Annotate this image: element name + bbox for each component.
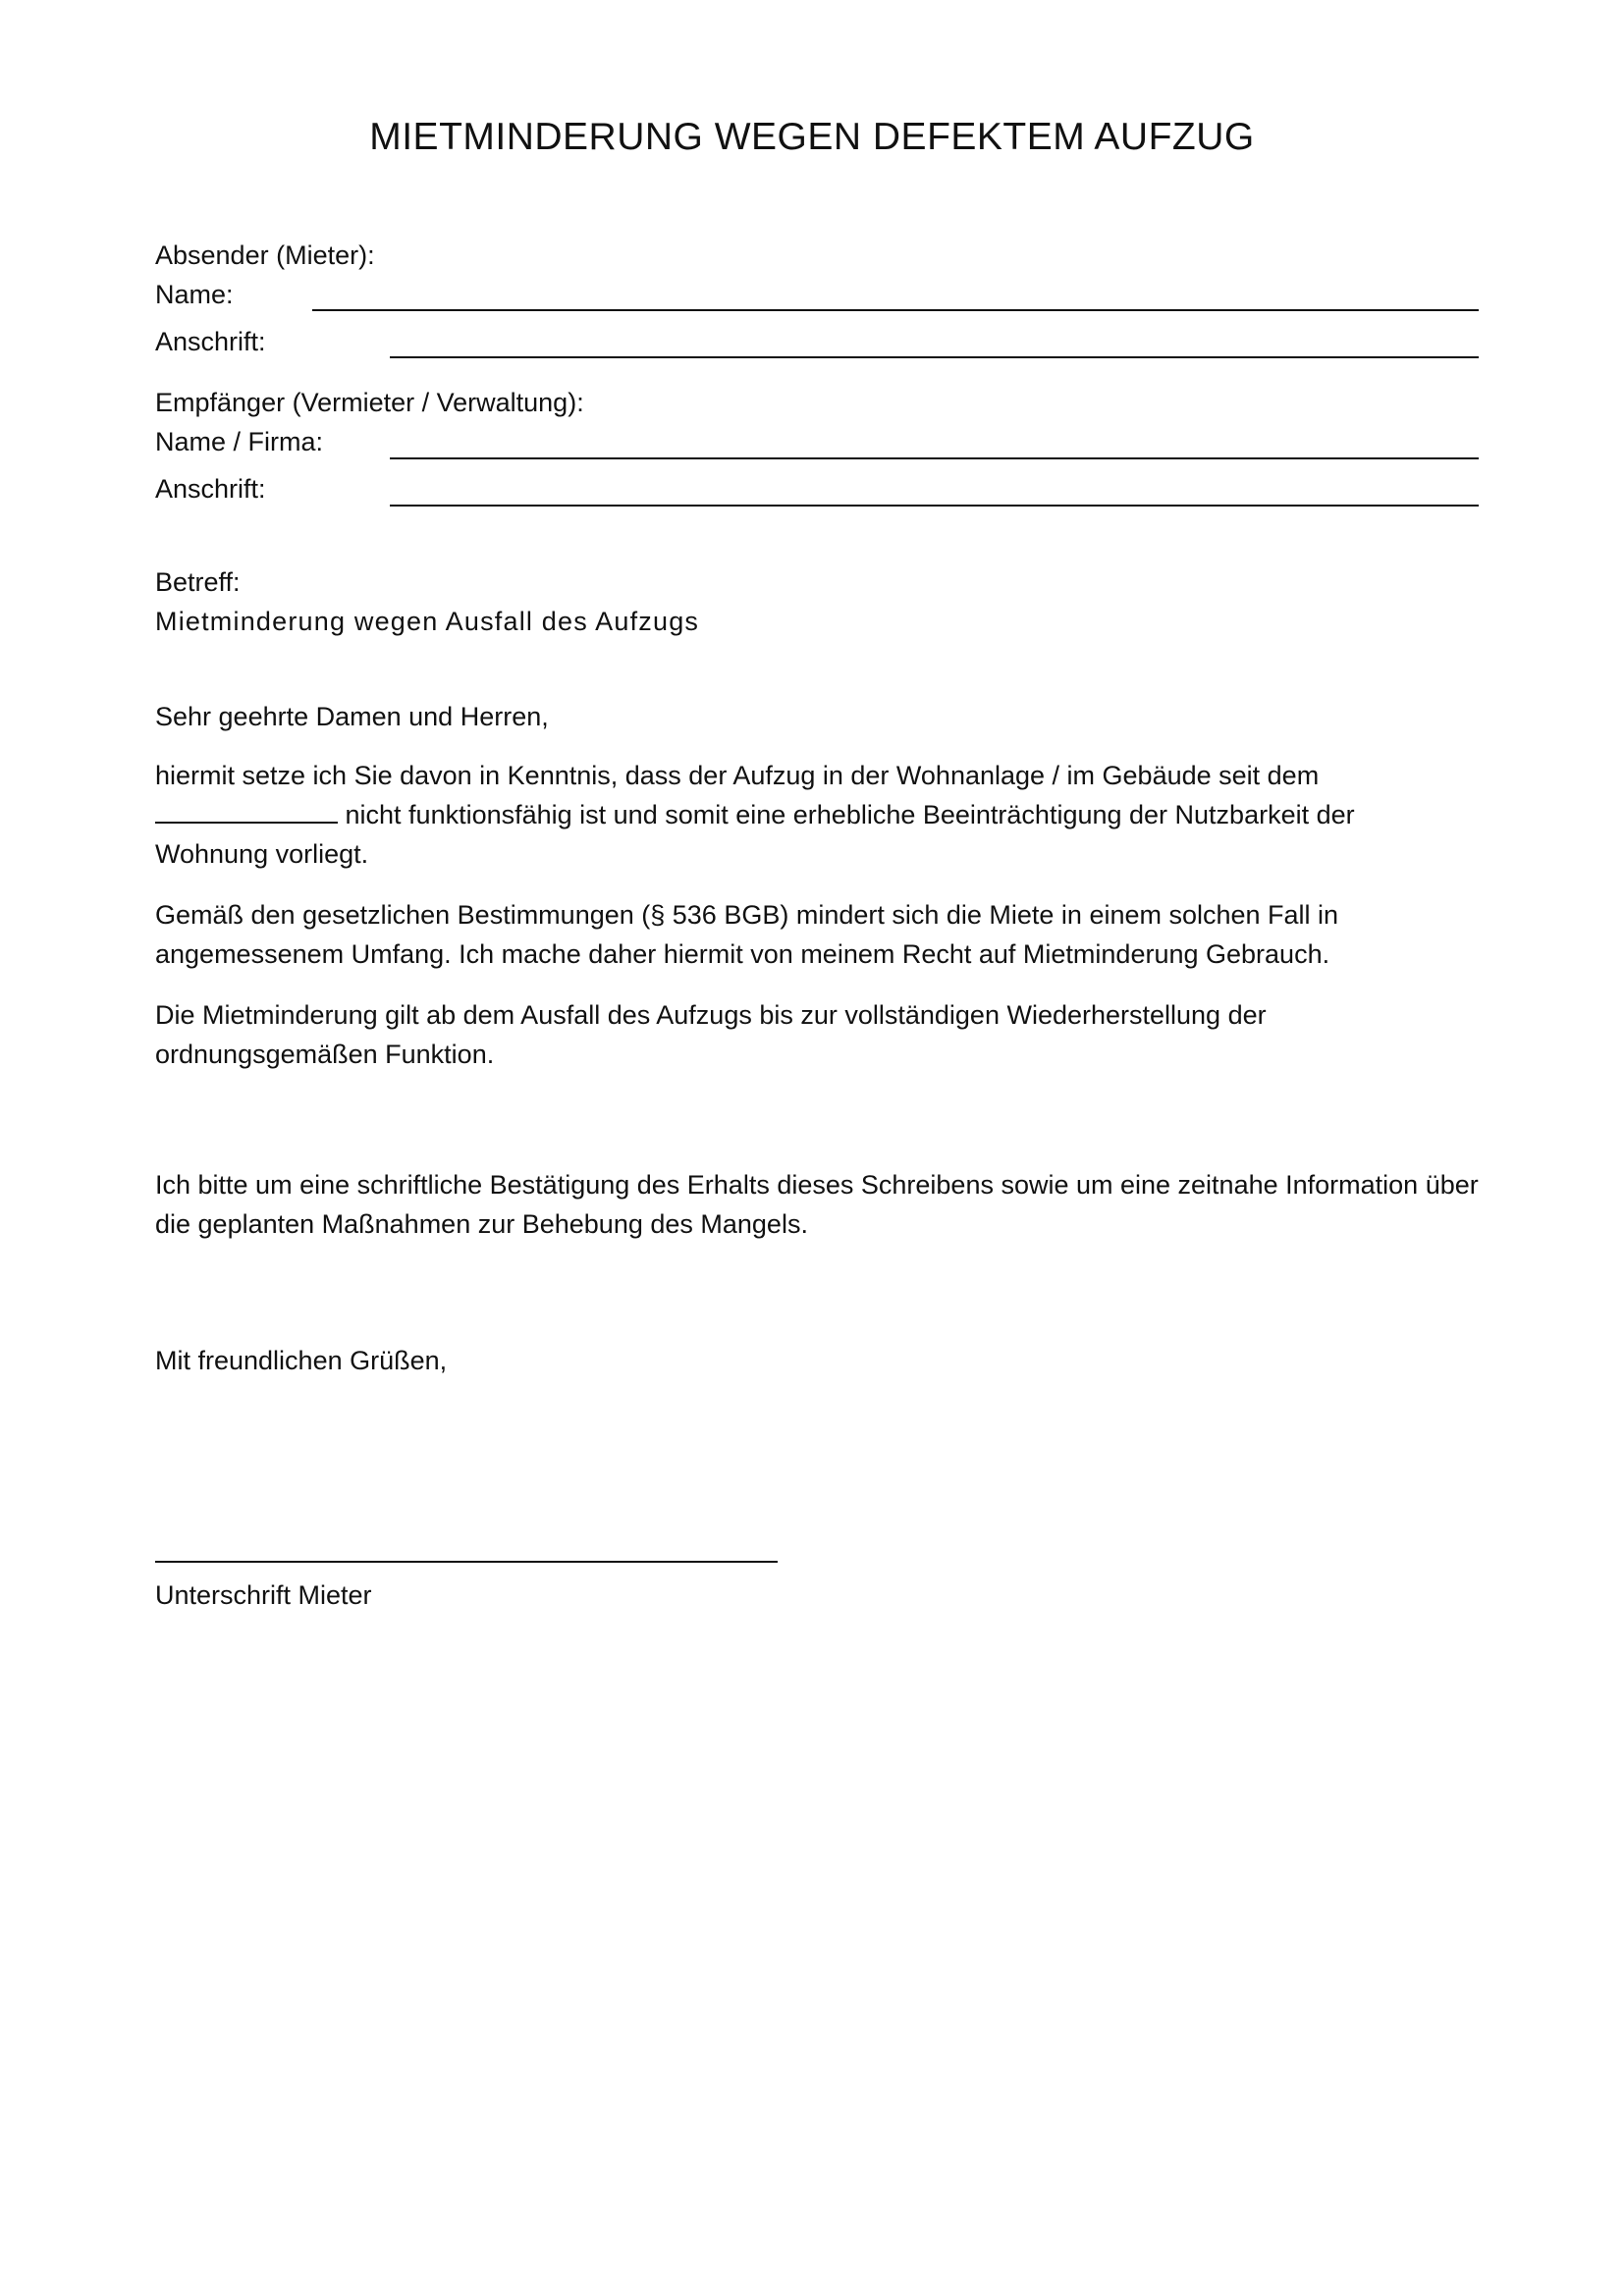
paragraph-confirmation-request: Ich bitte um eine schriftliche Bestätigung des Erhalts dieses Schreibens sowie um eine zeitnahe Information über die geplanten Maßnahmen zur Behebung des Mangels. [155, 1170, 1479, 1239]
subject-text: Mietminderung wegen Ausfall des Aufzugs [155, 607, 700, 636]
recipient-name-field[interactable] [390, 457, 1479, 459]
sender-name-field[interactable] [312, 309, 1479, 311]
page-title: MIETMINDERUNG WEGEN DEFEKTEM AUFZUG [369, 116, 1255, 158]
signature-label: Unterschrift Mieter [155, 1580, 372, 1610]
sender-name-label: Name: [155, 280, 234, 309]
recipient-address-label: Anschrift: [155, 474, 266, 504]
sender-address-label: Anschrift: [155, 327, 266, 356]
recipient-heading: Empfänger (Vermieter / Verwaltung): [155, 388, 584, 417]
paragraph-defect-notice-part2: nicht funktionsfähig ist und somit eine erhebliche Beeinträchtigung der Nutzbarkeit der Wohnung vorliegt. [155, 800, 1355, 869]
paragraph-legal-basis: Gemäß den gesetzlichen Bestimmungen (§ 536 BGB) mindert sich die Miete in einem solchen Fall in angemessenem Umfang. Ich mache daher hiermit von meinem Recht auf Mietminderung Gebrauch. [155, 900, 1339, 969]
recipient-address-field[interactable] [390, 505, 1479, 507]
recipient-name-label: Name / Firma: [155, 427, 324, 456]
date-blank-field[interactable] [155, 800, 338, 824]
paragraph-duration: Die Mietminderung gilt ab dem Ausfall des Aufzugs bis zur vollständigen Wiederherstellung der ordnungsgemäßen Funktion. [155, 1000, 1267, 1069]
paragraph-defect-notice-part1: hiermit setze ich Sie davon in Kenntnis, dass der Aufzug in der Wohnanlage / im Gebäude seit dem [155, 761, 1320, 790]
salutation: Sehr geehrte Damen und Herren, [155, 702, 549, 731]
sender-address-field[interactable] [390, 356, 1479, 358]
sender-heading: Absender (Mieter): [155, 240, 375, 270]
paragraph-defect-notice [155, 756, 1432, 874]
subject-label: Betreff: [155, 567, 241, 597]
signature-line[interactable] [155, 1561, 778, 1563]
closing: Mit freundlichen Grüßen, [155, 1346, 448, 1375]
